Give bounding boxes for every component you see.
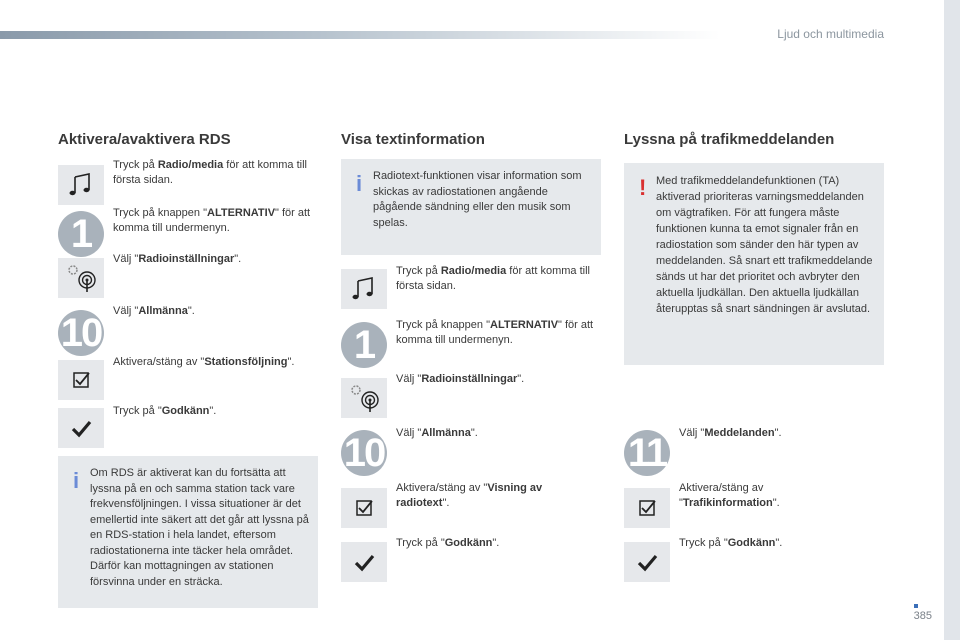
checkmark-icon	[58, 408, 104, 448]
col1-step-6: Tryck på "Godkänn".	[113, 405, 217, 417]
radio-settings-icon	[58, 258, 104, 298]
col1-step-3: Välj "Radioinställningar".	[113, 253, 242, 265]
info-icon: i	[73, 468, 80, 493]
traffic-warning-text: Med trafikmeddelandefunktionen (TA) aktiverad prioriteras varningsmeddelanden om vägtrafiken. För att fungera måste funktionen kunna ta emot signaler från en radiostation som sänder den här typen av meddelanden. Så snart ett trafikmeddelande sänds ut har det prioritet och avbryter den aktuella ljudkällan. Den aktuella ljudkällan återupptas så snart sändningen är avslutad.	[656, 175, 873, 315]
chapter-title: Ljud och multimedia	[777, 27, 884, 41]
checkbox-icon	[624, 488, 670, 528]
col1-title: Aktivera/avaktivera RDS	[58, 131, 231, 148]
page-number: 385	[913, 610, 932, 622]
page-marker	[914, 604, 918, 608]
radio-settings-icon	[341, 378, 387, 418]
checkmark-icon	[341, 542, 387, 582]
traffic-warning-box	[624, 163, 884, 365]
col3-title: Lyssna på trafikmeddelanden	[624, 131, 835, 148]
col2-title: Visa textinformation	[341, 131, 485, 148]
warning-icon: !	[639, 175, 647, 200]
col2-step-3: Välj "Radioinställningar".	[396, 373, 525, 385]
step-number-badge: 1	[341, 322, 387, 368]
col2-step-4: Välj "Allmänna".	[396, 427, 478, 439]
radiotext-info-text: Radiotext-funktionen visar information som skickas av radiostationen angående pågående sändning eller den musik som spelas.	[373, 170, 582, 229]
col2-step-6: Tryck på "Godkänn".	[396, 537, 500, 549]
page-side-strip	[944, 0, 960, 640]
col1-step-5: Aktivera/stäng av "Stationsföljning".	[113, 356, 295, 368]
checkbox-icon	[341, 488, 387, 528]
col2-step-2: Tryck på knappen "ALTERNATIV" för att komma till undermenyn.	[396, 319, 594, 346]
music-note-icon	[341, 269, 387, 309]
step-number-badge: 11	[624, 430, 670, 476]
step-number-badge: 10	[58, 310, 104, 356]
checkmark-icon	[624, 542, 670, 582]
col2-step-1: Tryck på Radio/media för att komma till första sidan.	[396, 265, 590, 292]
col2-step-5: Aktivera/stäng av "Visning av radiotext".	[396, 482, 543, 509]
rds-info-text: Om RDS är aktiverat kan du fortsätta att lyssna på en och samma station tack vare frekvensföljningen. I vissa situationer är det emellertid inte säkert att det går att lyssna på en RDS-station i hela landet, eftersom radiostationerna inte täcker hela området. Därför kan mottagningen av stationen försvinna under en sträcka.	[90, 467, 309, 588]
radiotext-info-box	[341, 159, 601, 255]
step-number-badge: 10	[341, 430, 387, 476]
step-number-badge: 1	[58, 211, 104, 257]
rds-info-box	[58, 456, 318, 608]
header-gradient-bar	[0, 31, 720, 39]
col1-step-4: Välj "Allmänna".	[113, 305, 195, 317]
col3-step-3: Tryck på "Godkänn".	[679, 537, 783, 549]
checkbox-icon	[58, 360, 104, 400]
music-note-icon	[58, 165, 104, 205]
col1-step-1: Tryck på Radio/media för att komma till första sidan.	[113, 159, 307, 186]
col3-step-2: Aktivera/stäng av "Trafikinformation".	[679, 482, 780, 509]
col3-step-1: Välj "Meddelanden".	[679, 427, 782, 439]
col1-step-2: Tryck på knappen "ALTERNATIV" för att komma till undermenyn.	[113, 207, 311, 234]
info-icon: i	[356, 171, 363, 196]
